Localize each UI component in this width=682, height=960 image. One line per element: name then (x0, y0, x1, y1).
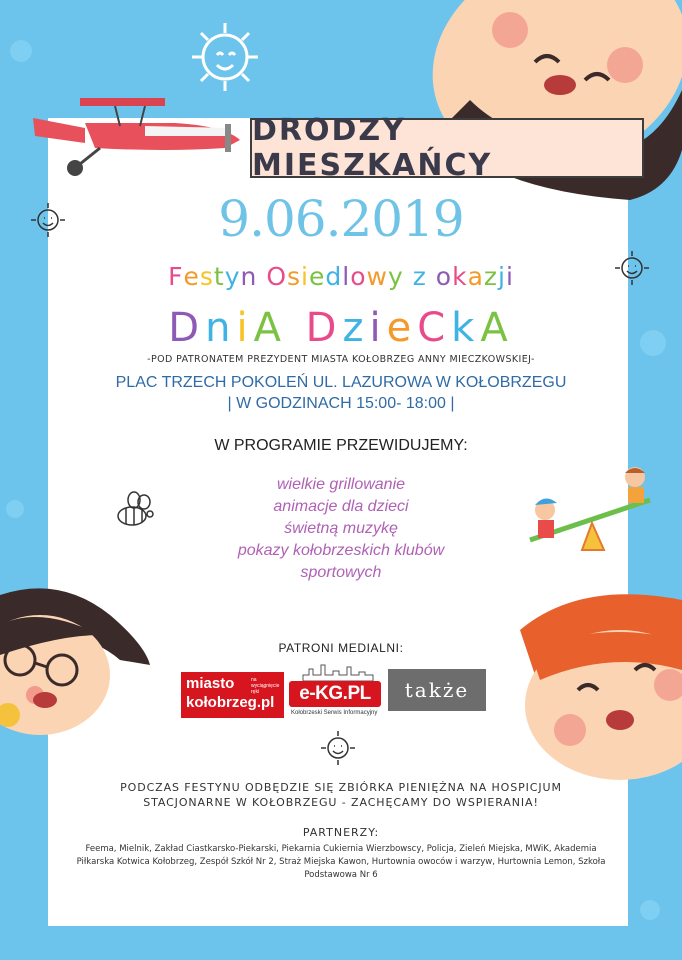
title-letter: i (301, 262, 309, 291)
program-item: pokazy kołobrzeskich klubów (237, 542, 445, 559)
title-letter: y (224, 262, 241, 291)
title-letter: D (168, 305, 206, 351)
event-subtitle (0, 262, 682, 291)
title-letter: w (366, 262, 388, 291)
title-letter: k (451, 305, 481, 351)
title-letter: j (498, 262, 506, 291)
program-title: W PROGRAMIE PRZEWIDUJEMY: (214, 437, 468, 454)
title-letter (427, 262, 436, 291)
title-letter: e (308, 262, 326, 291)
title-letter: s (287, 262, 302, 291)
title-letter: i (236, 305, 254, 351)
title-letter: A (253, 305, 287, 351)
title-letter: o (350, 262, 367, 291)
event-location (0, 372, 682, 414)
title-letter: F (168, 262, 184, 291)
title-letter: a (467, 262, 484, 291)
airplane-icon (25, 88, 255, 183)
title-letter: t (213, 262, 225, 291)
time-line: | W GODZINACH 15:00- 18:00 | (227, 395, 455, 412)
background-dot (10, 40, 32, 62)
title-letter (404, 262, 413, 291)
program-item: świetną muzykę (284, 520, 398, 537)
title-letter: k (452, 262, 468, 291)
title-letter: i (505, 262, 514, 291)
logo-tagline: Kołobrzeski Serwis Informacyjny (291, 710, 378, 716)
greeting-banner: DRODZY MIESZKAŃCY (250, 118, 644, 178)
patronage-line: -POD PATRONATEM PREZYDENT MIASTA KOŁOBRZEG ANNY MIECZKOWSKIEJ- (147, 354, 535, 365)
program-item: wielkie grillowanie (276, 476, 406, 493)
title-letter: e (386, 305, 418, 351)
fundraising-notice (0, 780, 682, 810)
title-letter: C (417, 305, 452, 351)
title-letter: l (342, 262, 351, 291)
title-letter: y (387, 262, 404, 291)
partners-list: Feema, Mielnik, Zakład Ciastkarsko-Piekarski, Piekarnia Cukiernia Wierzbowscy, Policja, Zieleń Miejska, MWiK, Akademia Piłkarska Kotwica Kołobrzeg, Zespół Szkół Nr 2, Straż Miejska Kawon, Hurtownia owoców i warzyw, Hurtownia Lemon, Szkoła Podstawowa Nr 6 (76, 844, 606, 880)
program-item: animacje dla dzieci (273, 498, 409, 515)
city-skyline-icon (303, 663, 373, 681)
title-letter: n (240, 262, 258, 291)
title-letter: z (412, 262, 427, 291)
background-dot (640, 900, 660, 920)
media-patrons-title: PATRONI MEDIALNI: (278, 641, 404, 655)
location-line: PLAC TRZECH POKOLEŃ UL. LAZUROWA W KOŁOBRZEGU (115, 374, 567, 391)
title-letter: e (183, 262, 200, 291)
logo-text: e-KG.PL (289, 681, 381, 707)
takze-logo[interactable]: także (388, 669, 486, 711)
title-letter (287, 305, 306, 351)
event-date: 9.06.2019 (218, 190, 464, 248)
event-title (0, 305, 682, 351)
sun-icon (180, 15, 270, 95)
program-item: sportowych (300, 564, 382, 581)
notice-line: PODCZAS FESTYNU ODBĘDZIE SIĘ ZBIÓRKA PIENIĘŻNA NA HOSPICJUM (120, 781, 562, 794)
title-letter: n (205, 305, 237, 351)
title-letter: s (199, 262, 214, 291)
partners-title: PARTNERZY: (302, 826, 380, 839)
seesaw-kids-illustration (520, 465, 660, 560)
title-letter: z (342, 305, 370, 351)
boy-face-illustration (500, 590, 682, 790)
ekg-logo[interactable] (289, 663, 389, 723)
smiley-doodle-icon (318, 728, 358, 768)
title-letter: d (325, 262, 343, 291)
notice-line: STACJONARNE W KOŁOBRZEGU - ZACHĘCAMY DO WSPIERANIA! (143, 796, 539, 809)
logo-tagline: na wyciągnięcie ręki (251, 677, 280, 695)
title-letter: z (483, 262, 499, 291)
title-letter: A (480, 305, 514, 351)
title-letter: O (266, 262, 287, 291)
bee-icon (110, 490, 160, 530)
title-letter: i (369, 305, 387, 351)
title-letter: o (435, 262, 453, 291)
girl-face-illustration (0, 585, 150, 755)
miasto-kolobrzeg-logo[interactable] (181, 672, 284, 718)
title-letter: D (305, 305, 343, 351)
logo-text: miasto (186, 675, 235, 692)
logo-text: kołobrzeg.pl (186, 694, 275, 711)
title-letter (257, 262, 266, 291)
